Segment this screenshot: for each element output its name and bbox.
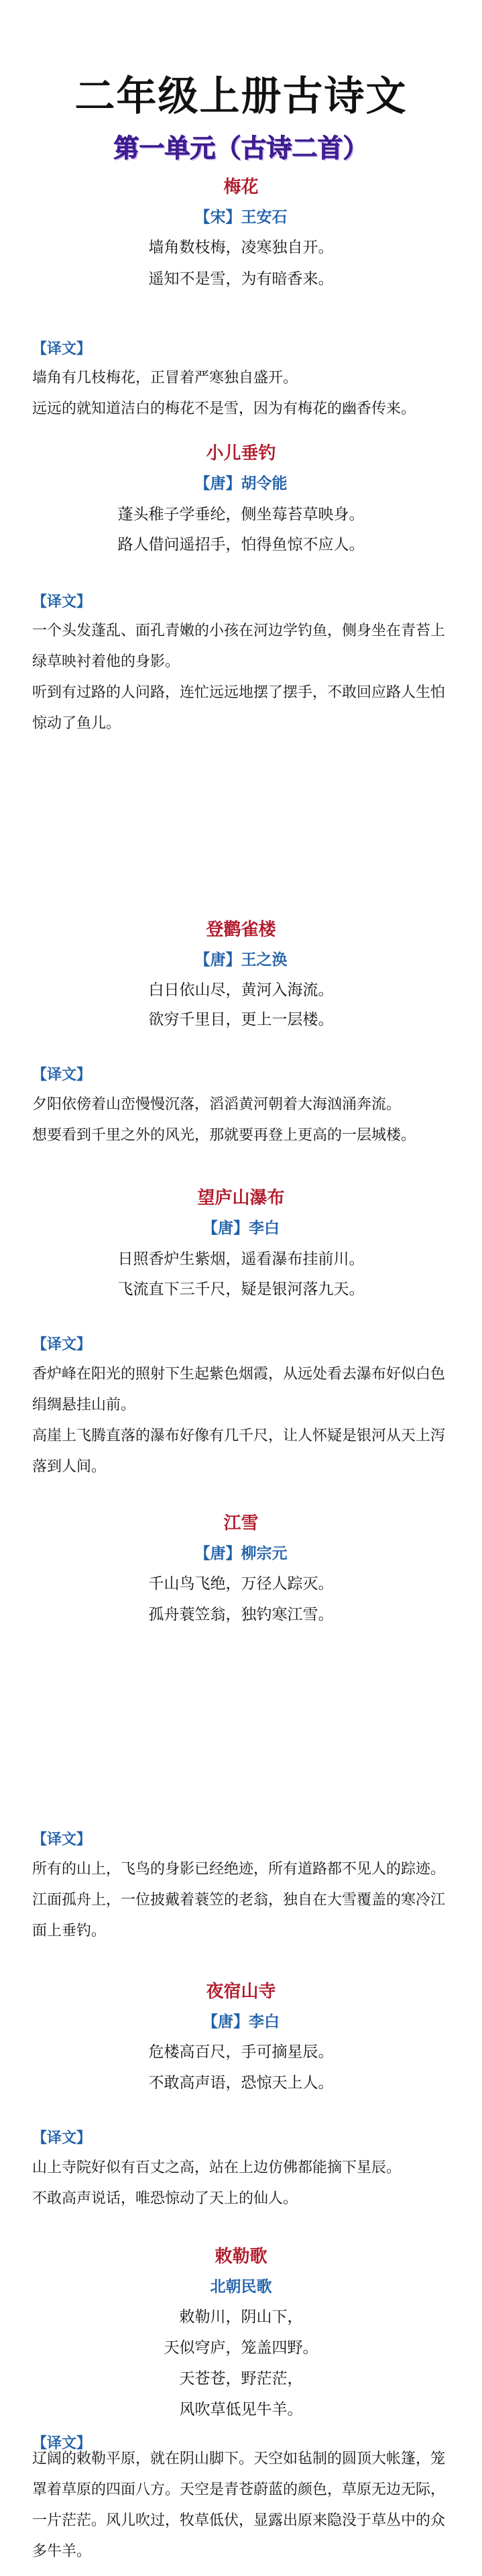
- translation-tag: 【译文】: [32, 1067, 92, 1083]
- translation-tag: 【译文】: [32, 341, 92, 358]
- poem-author: 【唐】王之涣: [194, 951, 288, 969]
- subtitle-wrap: [0, 127, 482, 164]
- poem-line: 千山鸟飞绝，万径人踪灭。: [148, 1575, 334, 1593]
- poem-title: 梅花: [223, 177, 259, 197]
- poem-line: 危楼高百尺，手可摘星辰。: [148, 2043, 334, 2061]
- translation-para: 高崖上飞腾直落的瀑布好像有几千尺，让人怀疑是银河从天上泻落到人间。: [32, 1428, 446, 1475]
- poem-author: 【唐】李白: [202, 2013, 280, 2031]
- translation-para: 所有的山上，飞鸟的身影已经绝迹，所有道路都不见人的踪迹。江面孤舟上，一位披戴着蓑笠的老翁，独自在大雪覆盖的寒冷江面上垂钓。: [32, 1861, 446, 1939]
- poem-title: 敕勒歌: [215, 2247, 267, 2267]
- translation-tag: 【译文】: [32, 2130, 92, 2147]
- translation-para: 不敢高声说话，唯恐惊动了天上的仙人。: [32, 2190, 298, 2207]
- poem-title: 夜宿山寺: [206, 1982, 276, 2002]
- poem-title: 望庐山瀑布: [197, 1188, 285, 1208]
- poem-line: 墙角数枝梅，凌寒独自开。: [148, 239, 334, 256]
- translation-para: 听到有过路的人问路，连忙远远地摆了摆手，不敢回应路人生怕惊动了鱼儿。: [32, 684, 446, 732]
- poem-author: 【唐】李白: [202, 1220, 280, 1237]
- poem-line: 白日依山尽，黄河入海流。: [148, 981, 334, 999]
- poem-title: 登鹳雀楼: [206, 920, 276, 940]
- poem-line: 欲穷千里目，更上一层楼。: [148, 1011, 334, 1028]
- poem-line: 风吹草低见牛羊。: [179, 2401, 303, 2418]
- translation-para: 远远的就知道洁白的梅花不是雪，因为有梅花的幽香传来。: [32, 400, 416, 417]
- poem-line: 不敢高声语，恐惊天上人。: [148, 2074, 334, 2092]
- translation-tag: 【译文】: [32, 594, 92, 610]
- translation-para: 夕阳依傍着山峦慢慢沉落，滔滔黄河朝着大海汹涌奔流。: [32, 1096, 402, 1113]
- unit-subtitle: 第一单元（古诗二首）: [113, 133, 369, 163]
- poem-title: 江雪: [223, 1513, 259, 1534]
- translation-para: 一个头发蓬乱、面孔青嫩的小孩在河边学钓鱼，侧身坐在青苔上绿草映衬着他的身影。: [32, 623, 446, 670]
- poem-line: 孤舟蓑笠翁，独钓寒江雪。: [148, 1606, 334, 1623]
- poem-line: 飞流直下三千尺，疑是银河落九天。: [117, 1281, 365, 1298]
- poem-author: 北朝民歌: [210, 2278, 272, 2296]
- poem-line: 天苍苍，野茫茫，: [179, 2370, 303, 2387]
- translation-tag: 【译文】: [32, 1336, 92, 1353]
- poem-line: 日照香炉生紫烟，遥看瀑布挂前川。: [117, 1250, 365, 1268]
- translation-para: 墙角有几枝梅花，正冒着严寒独自盛开。: [32, 370, 298, 386]
- poem-author: 【唐】柳宗元: [194, 1545, 288, 1562]
- translation-tag: 【译文】: [32, 2435, 92, 2452]
- translation-para: 辽阔的敕勒平原，就在阴山脚下。天空如毡制的圆顶大帐篷，笼罩着草原的四面八方。天空是青苍蔚蓝的颜色，草原无边无际，一片茫茫。风儿吹过，牧草低伏，显露出原来隐没于草丛中的众多牛羊。: [32, 2451, 446, 2560]
- poem-title: 小儿垂钓: [206, 443, 276, 464]
- document-title: 二年级上册古诗文: [74, 73, 408, 120]
- poem-author: 【唐】胡令能: [194, 475, 288, 492]
- translation-para: 山上寺院好似有百丈之高，站在上边仿佛都能摘下星辰。: [32, 2159, 402, 2176]
- poem-line: 遥知不是雪，为有暗香来。: [148, 270, 334, 288]
- poem-line: 天似穹庐，笼盖四野。: [164, 2339, 318, 2357]
- poem-author: 【宋】王安石: [194, 209, 288, 226]
- translation-para: 想要看到千里之外的风光，那就要再登上更高的一层城楼。: [32, 1127, 416, 1144]
- translation-tag: 【译文】: [32, 1831, 92, 1848]
- poem-line: 蓬头稚子学垂纶，侧坐莓苔草映身。: [117, 506, 365, 523]
- translation-para: 香炉峰在阳光的照射下生起紫色烟霞，从远处看去瀑布好似白色绢绸悬挂山前。: [32, 1366, 446, 1413]
- poem-line: 路人借问遥招手，怕得鱼惊不应人。: [117, 536, 365, 553]
- poem-line: 敕勒川，阴山下，: [179, 2308, 303, 2326]
